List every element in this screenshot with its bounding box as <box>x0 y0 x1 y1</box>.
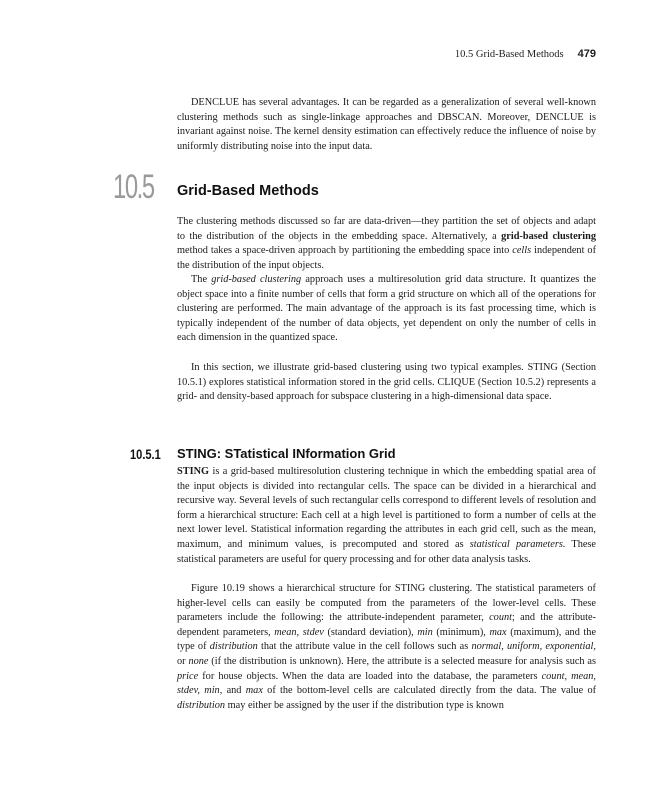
subsection-paragraph-1: STING is a grid-based multiresolution clustering technique in which the embedding spatial area of the input objects is divided into rectangular cells. The space can be divided in a hierarchical and recursive way. Several levels of such rectangular cells correspond to different levels of resolution and form a hierarchical structure: Each cell at a high level is partitioned to form a number of cells at the next lower level. Statistical information regarding the attributes in each grid cell, such as the mean, maximum, and minimum values, is precomputed and stored as statistical parameters. These statistical parameters are useful for query processing and for other data analysis tasks. <box>177 466 596 565</box>
subsection-paragraph-2: Figure 10.19 shows a hierarchical structure for STING clustering. The statistical parameters of higher-level cells can easily be computed from the parameters of the lower-level cells. These parameters include the following: the attribute-independent parameter, count; and the attribute-dependent parameters, mean, stdev (standard deviation), min (minimum), max (maximum), and the type of distribution that the attribute value in the cell follows such as normal, uniform, exponential, or none (if the distribution is unknown). Here, the attribute is a selected measure for analysis such as price for house objects. When the data are loaded into the database, the parameters count, mean, stdev, min, and max of the bottom-level cells are calculated directly from the data. The value of distribution may either be assigned by the user if the distribution type is known <box>177 583 597 711</box>
running-head-title: 10.5 Grid-Based Methods <box>454 49 564 60</box>
section-title: Grid-Based Methods <box>177 183 319 199</box>
page-number: 479 <box>577 48 596 60</box>
section-number: 10.5 <box>113 168 154 206</box>
running-head <box>0 48 596 60</box>
section-paragraph-3: In this section, we illustrate grid-based clustering using two typical examples. STING (Section 10.5.1) explores statistical information stored in the grid cells. CLIQUE (Section 10.5.2) represents a grid- and density-based approach for subspace clustering in a high-dimensional data space. <box>177 362 596 403</box>
section-paragraph-1: The clustering methods discussed so far are data-driven—they partition the set of objects and adapt to the distribution of the objects in the embedding space. Alternatively, a grid-based clustering method takes a space-driven approach by partitioning the embedding space into cells independent of the distribution of the input objects. <box>177 216 596 271</box>
intro-paragraph: DENCLUE has several advantages. It can be regarded as a generalization of several well-known clustering methods such as single-linkage approaches and DBSCAN. Moreover, DENCLUE is invariant against noise. The kernel density estimation can effectively reduce the influence of noise by uniformly distributing noise into the input data. <box>177 97 596 152</box>
section-paragraph-2: The grid-based clustering approach uses a multiresolution grid data structure. It quantizes the object space into a finite number of cells that form a grid structure on which all of the operations for clustering are performed. The main advantage of the approach is its fast processing time, which is typically independent of the number of data objects, yet dependent on only the number of cells in each dimension in the quantized space. <box>177 274 596 344</box>
subsection-number: 10.5.1 <box>130 447 161 462</box>
subsection-title: STING: STatistical INformation Grid <box>177 446 396 461</box>
